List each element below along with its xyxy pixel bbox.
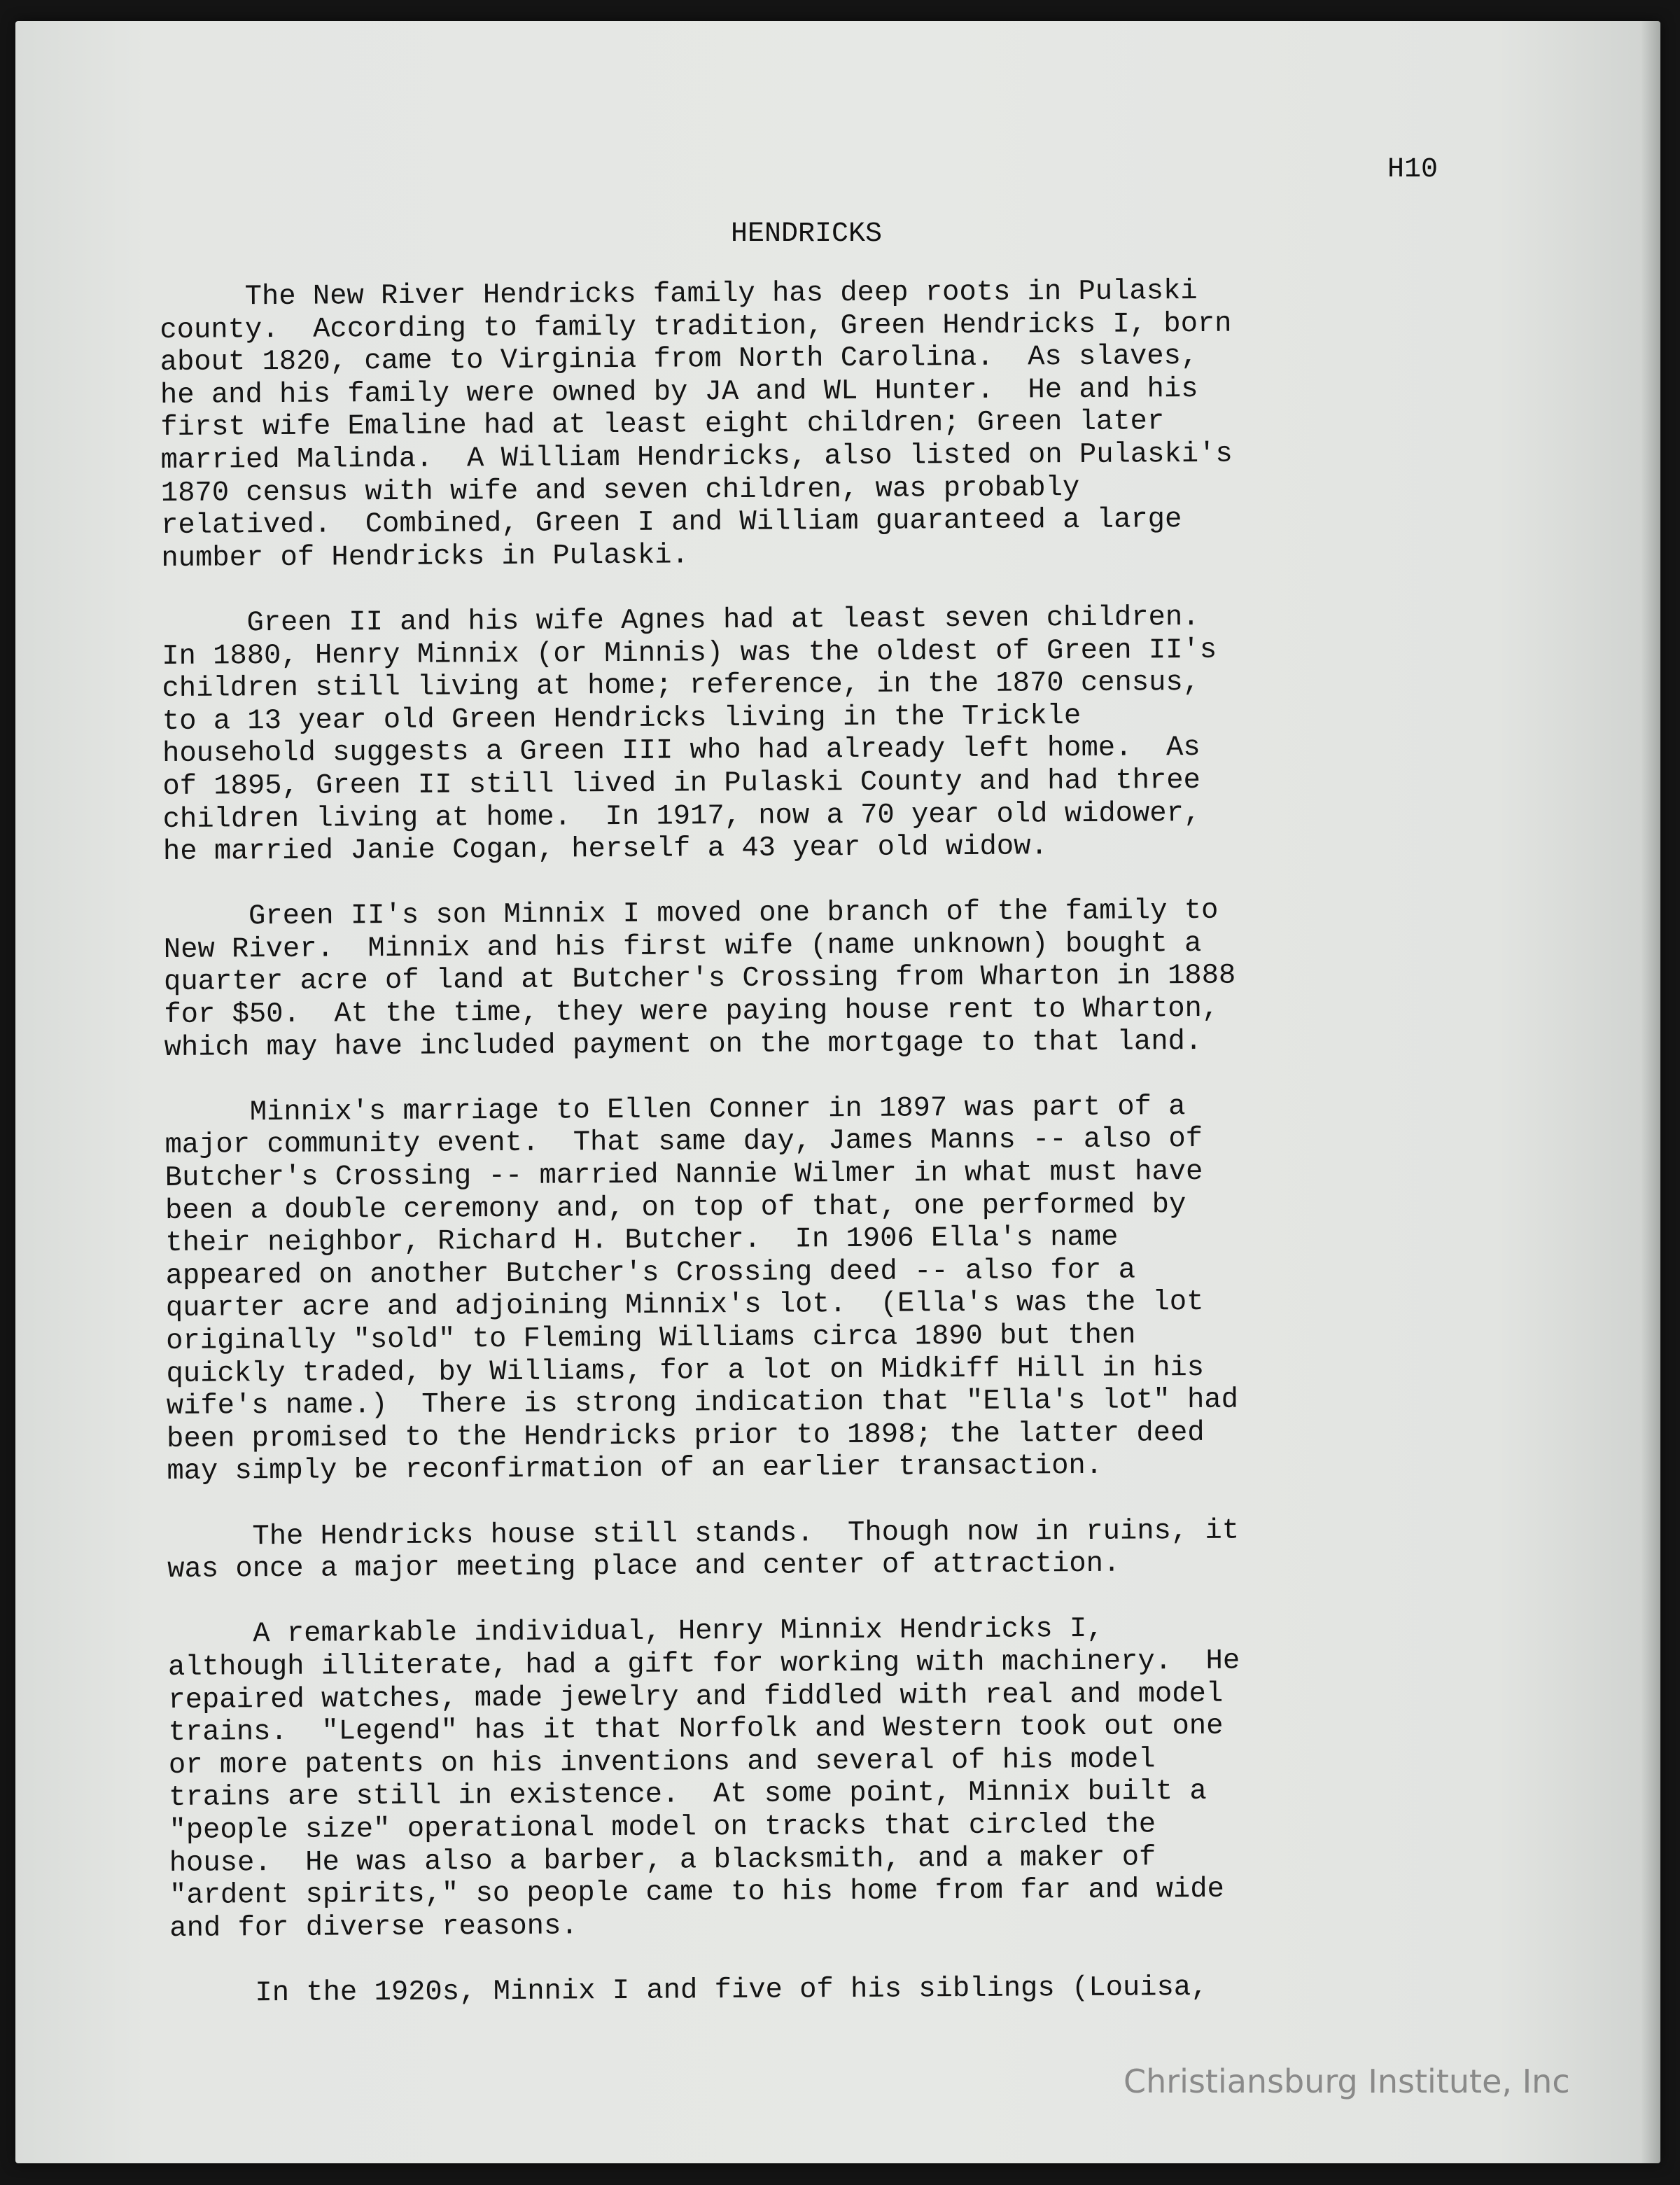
text-line: Minnix's marriage to Ellen Conner in 1897 was part of a <box>164 1090 1186 1129</box>
text-line: appeared on another Butcher's Crossing deed -- also for a <box>165 1254 1136 1292</box>
watermark-text: Christiansburg Institute, Inc <box>1124 2062 1570 2100</box>
text-line: household suggests a Green III who had already left home. As <box>162 732 1200 771</box>
text-line: trains are still in existence. At some point, Minnix built a <box>169 1775 1207 1815</box>
text-line: 1870 census with wife and seven children, was probably <box>160 471 1080 510</box>
text-line: major community event. That same day, James Manns -- also of <box>164 1123 1203 1162</box>
paragraph-minnix-new-river <box>163 893 1494 1065</box>
paragraph-henry-minnix <box>168 1611 1500 1946</box>
text-line: may simply be reconfirmation of an earlier transaction. <box>167 1450 1103 1488</box>
text-line: he and his family were owned by JA and WL Hunter. He and his <box>160 372 1198 412</box>
page-edge-shadow <box>1641 21 1660 2163</box>
document-body <box>160 273 1500 2010</box>
text-line: to a 13 year old Green Hendricks living in the Trickle <box>162 699 1082 738</box>
text-line: In 1880, Henry Minnix (or Minnis) was the oldest of Green II's <box>162 634 1217 673</box>
text-line: The New River Hendricks family has deep roots in Pulaski <box>160 274 1198 314</box>
text-line: Green II's son Minnix I moved one branch of the family to <box>163 895 1219 934</box>
text-line: which may have included payment on the mortgage to that land. <box>164 1025 1203 1064</box>
paragraph-family-roots <box>160 273 1492 575</box>
page-number: H10 <box>1387 154 1438 186</box>
paragraph-1920s <box>170 1969 1500 2010</box>
text-line: been a double ceremony and, on top of that, one performed by <box>164 1188 1186 1227</box>
text-line: and for diverse reasons. <box>169 1910 578 1945</box>
text-line: In the 1920s, Minnix I and five of his siblings (Louisa, <box>169 1971 1208 2010</box>
text-line: was once a major meeting place and center of attraction. <box>167 1547 1121 1586</box>
text-line: quarter acre and adjoining Minnix's lot. (Ella's was the lot <box>165 1286 1204 1325</box>
text-line: number of Hendricks in Pulaski. <box>161 539 689 575</box>
text-line: quickly traded, by Williams, for a lot on Midkiff Hill in his <box>166 1351 1205 1390</box>
text-line: although illiterate, had a gift for working with machinery. He <box>167 1645 1240 1684</box>
text-line: about 1820, came to Virginia from North Carolina. As slaves, <box>160 340 1198 379</box>
text-line: children still living at home; reference, in the 1870 census, <box>162 666 1200 706</box>
text-line: first wife Emaline had at least eight children; Green later <box>160 405 1165 445</box>
paragraph-house <box>167 1513 1498 1586</box>
text-line: wife's name.) There is strong indication that "Ella's lot" had <box>166 1383 1239 1423</box>
text-line: of 1895, Green II still lived in Pulaski County and had three <box>162 764 1201 803</box>
text-line: house. He was also a barber, a blacksmith, and a maker of <box>169 1841 1156 1880</box>
text-line: county. According to family tradition, Green Hendricks I, born <box>160 307 1232 347</box>
text-line: children living at home. In 1917, now a 70 year old widower, <box>162 797 1201 836</box>
text-line: Green II and his wife Agnes had at least seven children. <box>161 601 1200 640</box>
text-line: Butcher's Crossing -- married Nannie Wilmer in what must have <box>164 1155 1203 1195</box>
text-line: repaired watches, made jewelry and fiddled with real and model <box>168 1677 1224 1717</box>
text-line: been promised to the Hendricks prior to 1898; the latter deed <box>166 1416 1205 1455</box>
text-line: trains. "Legend" has it that Norfolk and Western took out one <box>168 1710 1224 1750</box>
text-line: "people size" operational model on tracks that circled the <box>169 1808 1156 1847</box>
text-line: their neighbor, Richard H. Butcher. In 1906 Ella's name <box>165 1221 1119 1260</box>
text-line: The Hendricks house still stands. Though now in ruins, it <box>167 1514 1240 1554</box>
paragraph-green-ii <box>162 599 1493 868</box>
text-line: relatived. Combined, Green I and William guaranteed a large <box>160 503 1182 543</box>
text-line: or more patents on his inventions and several of his model <box>168 1743 1156 1782</box>
text-line: originally "sold" to Fleming Williams circa 1890 but then <box>166 1319 1136 1357</box>
text-line: New River. Minnix and his first wife (name unknown) bought a <box>163 927 1202 966</box>
text-line: for $50. At the time, they were paying house rent to Wharton, <box>164 992 1219 1032</box>
text-line: quarter acre of land at Butcher's Crossing from Wharton in 1888 <box>163 960 1236 999</box>
paragraph-marriage <box>164 1089 1497 1488</box>
text-line: "ardent spirits," so people came to his home from far and wide <box>169 1873 1225 1913</box>
document-title: HENDRICKS <box>731 218 883 250</box>
document-page <box>15 21 1660 2163</box>
text-line: he married Janie Cogan, herself a 43 year old widow. <box>162 830 1048 869</box>
text-line: A remarkable individual, Henry Minnix Hendricks I, <box>167 1613 1104 1652</box>
text-line: married Malinda. A William Hendricks, also listed on Pulaski's <box>160 438 1233 477</box>
